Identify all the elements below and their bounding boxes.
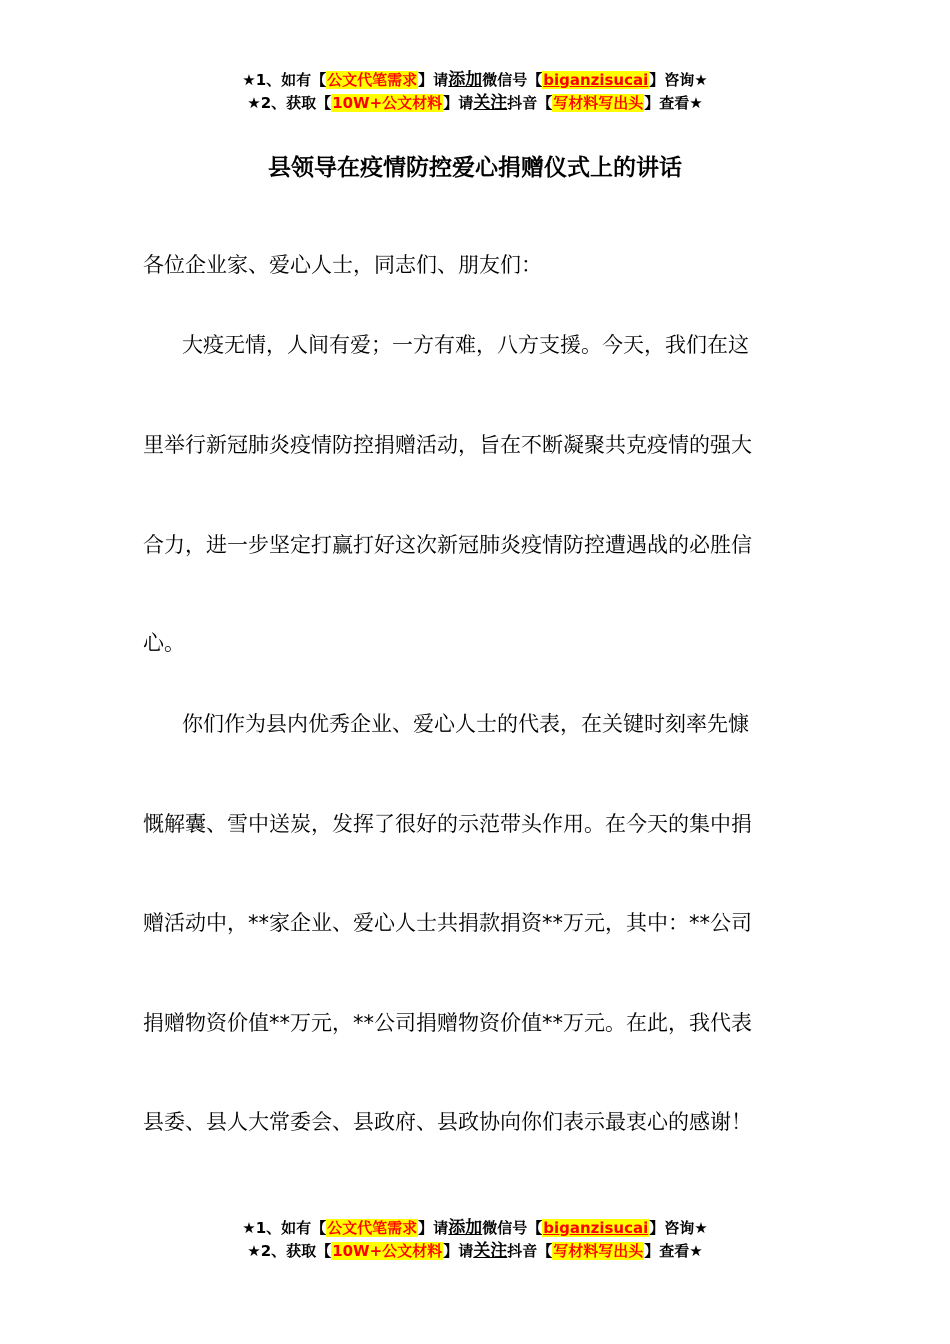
ghostwriting-highlight: 公文代笔需求 — [327, 1219, 418, 1237]
body-line-7: 赠活动中，**家企业、爱心人士共捐款捐资**万元，其中：**公司 — [143, 911, 752, 935]
document-title: 县领导在疫情防控爱心捐赠仪式上的讲话 — [268, 155, 682, 181]
materials-highlight: 10W+公文材料 — [332, 94, 443, 112]
salutation: 各位企业家、爱心人士，同志们、朋友们： — [143, 253, 542, 277]
body-line-4: 心。 — [143, 631, 185, 655]
body-line-3: 合力，进一步坚定打赢打好这次新冠肺炎疫情防控遭遇战的必胜信 — [143, 533, 752, 557]
materials-highlight: 10W+公文材料 — [332, 1242, 443, 1260]
body-line-8: 捐赠物资价值**万元，**公司捐赠物资价值**万元。在此，我代表 — [143, 1011, 752, 1035]
body-line-9: 县委、县人大常委会、县政府、县政协向你们表示最衷心的感谢！ — [143, 1110, 752, 1134]
footer-promo-banner — [0, 1217, 950, 1263]
body-line-1: 大疫无情，人间有爱；一方有难，八方支援。今天，我们在这 — [182, 333, 749, 357]
add-underlined: 添加 — [448, 1218, 483, 1238]
header-promo-banner — [0, 69, 950, 115]
body-line-2: 里举行新冠肺炎疫情防控捐赠活动，旨在不断凝聚共克疫情的强大 — [143, 433, 752, 457]
follow-underlined: 关注 — [473, 93, 508, 113]
body-line-6: 慨解囊、雪中送炭，发挥了很好的示范带头作用。在今天的集中捐 — [143, 812, 752, 836]
add-underlined: 添加 — [448, 70, 483, 90]
douyin-account-highlight: 写材料写出头 — [553, 94, 644, 112]
wechat-id-link[interactable]: biganzisucai — [543, 71, 649, 89]
body-line-5: 你们作为县内优秀企业、爱心人士的代表，在关键时刻率先慷 — [182, 712, 749, 736]
douyin-account-highlight: 写材料写出头 — [553, 1242, 644, 1260]
promo-line-1: ★1、如有【公文代笔需求】请添加微信号【biganzisucai】咨询★ — [242, 1218, 708, 1238]
wechat-id-link[interactable]: biganzisucai — [543, 1219, 649, 1237]
promo-line-2: ★2、获取【10W+公文材料】请关注抖音【写材料写出头】查看★ — [247, 93, 703, 113]
promo-line-2: ★2、获取【10W+公文材料】请关注抖音【写材料写出头】查看★ — [247, 1241, 703, 1261]
follow-underlined: 关注 — [473, 1241, 508, 1261]
ghostwriting-highlight: 公文代笔需求 — [327, 71, 418, 89]
promo-line-1: ★1、如有【公文代笔需求】请添加微信号【biganzisucai】咨询★ — [242, 70, 708, 90]
